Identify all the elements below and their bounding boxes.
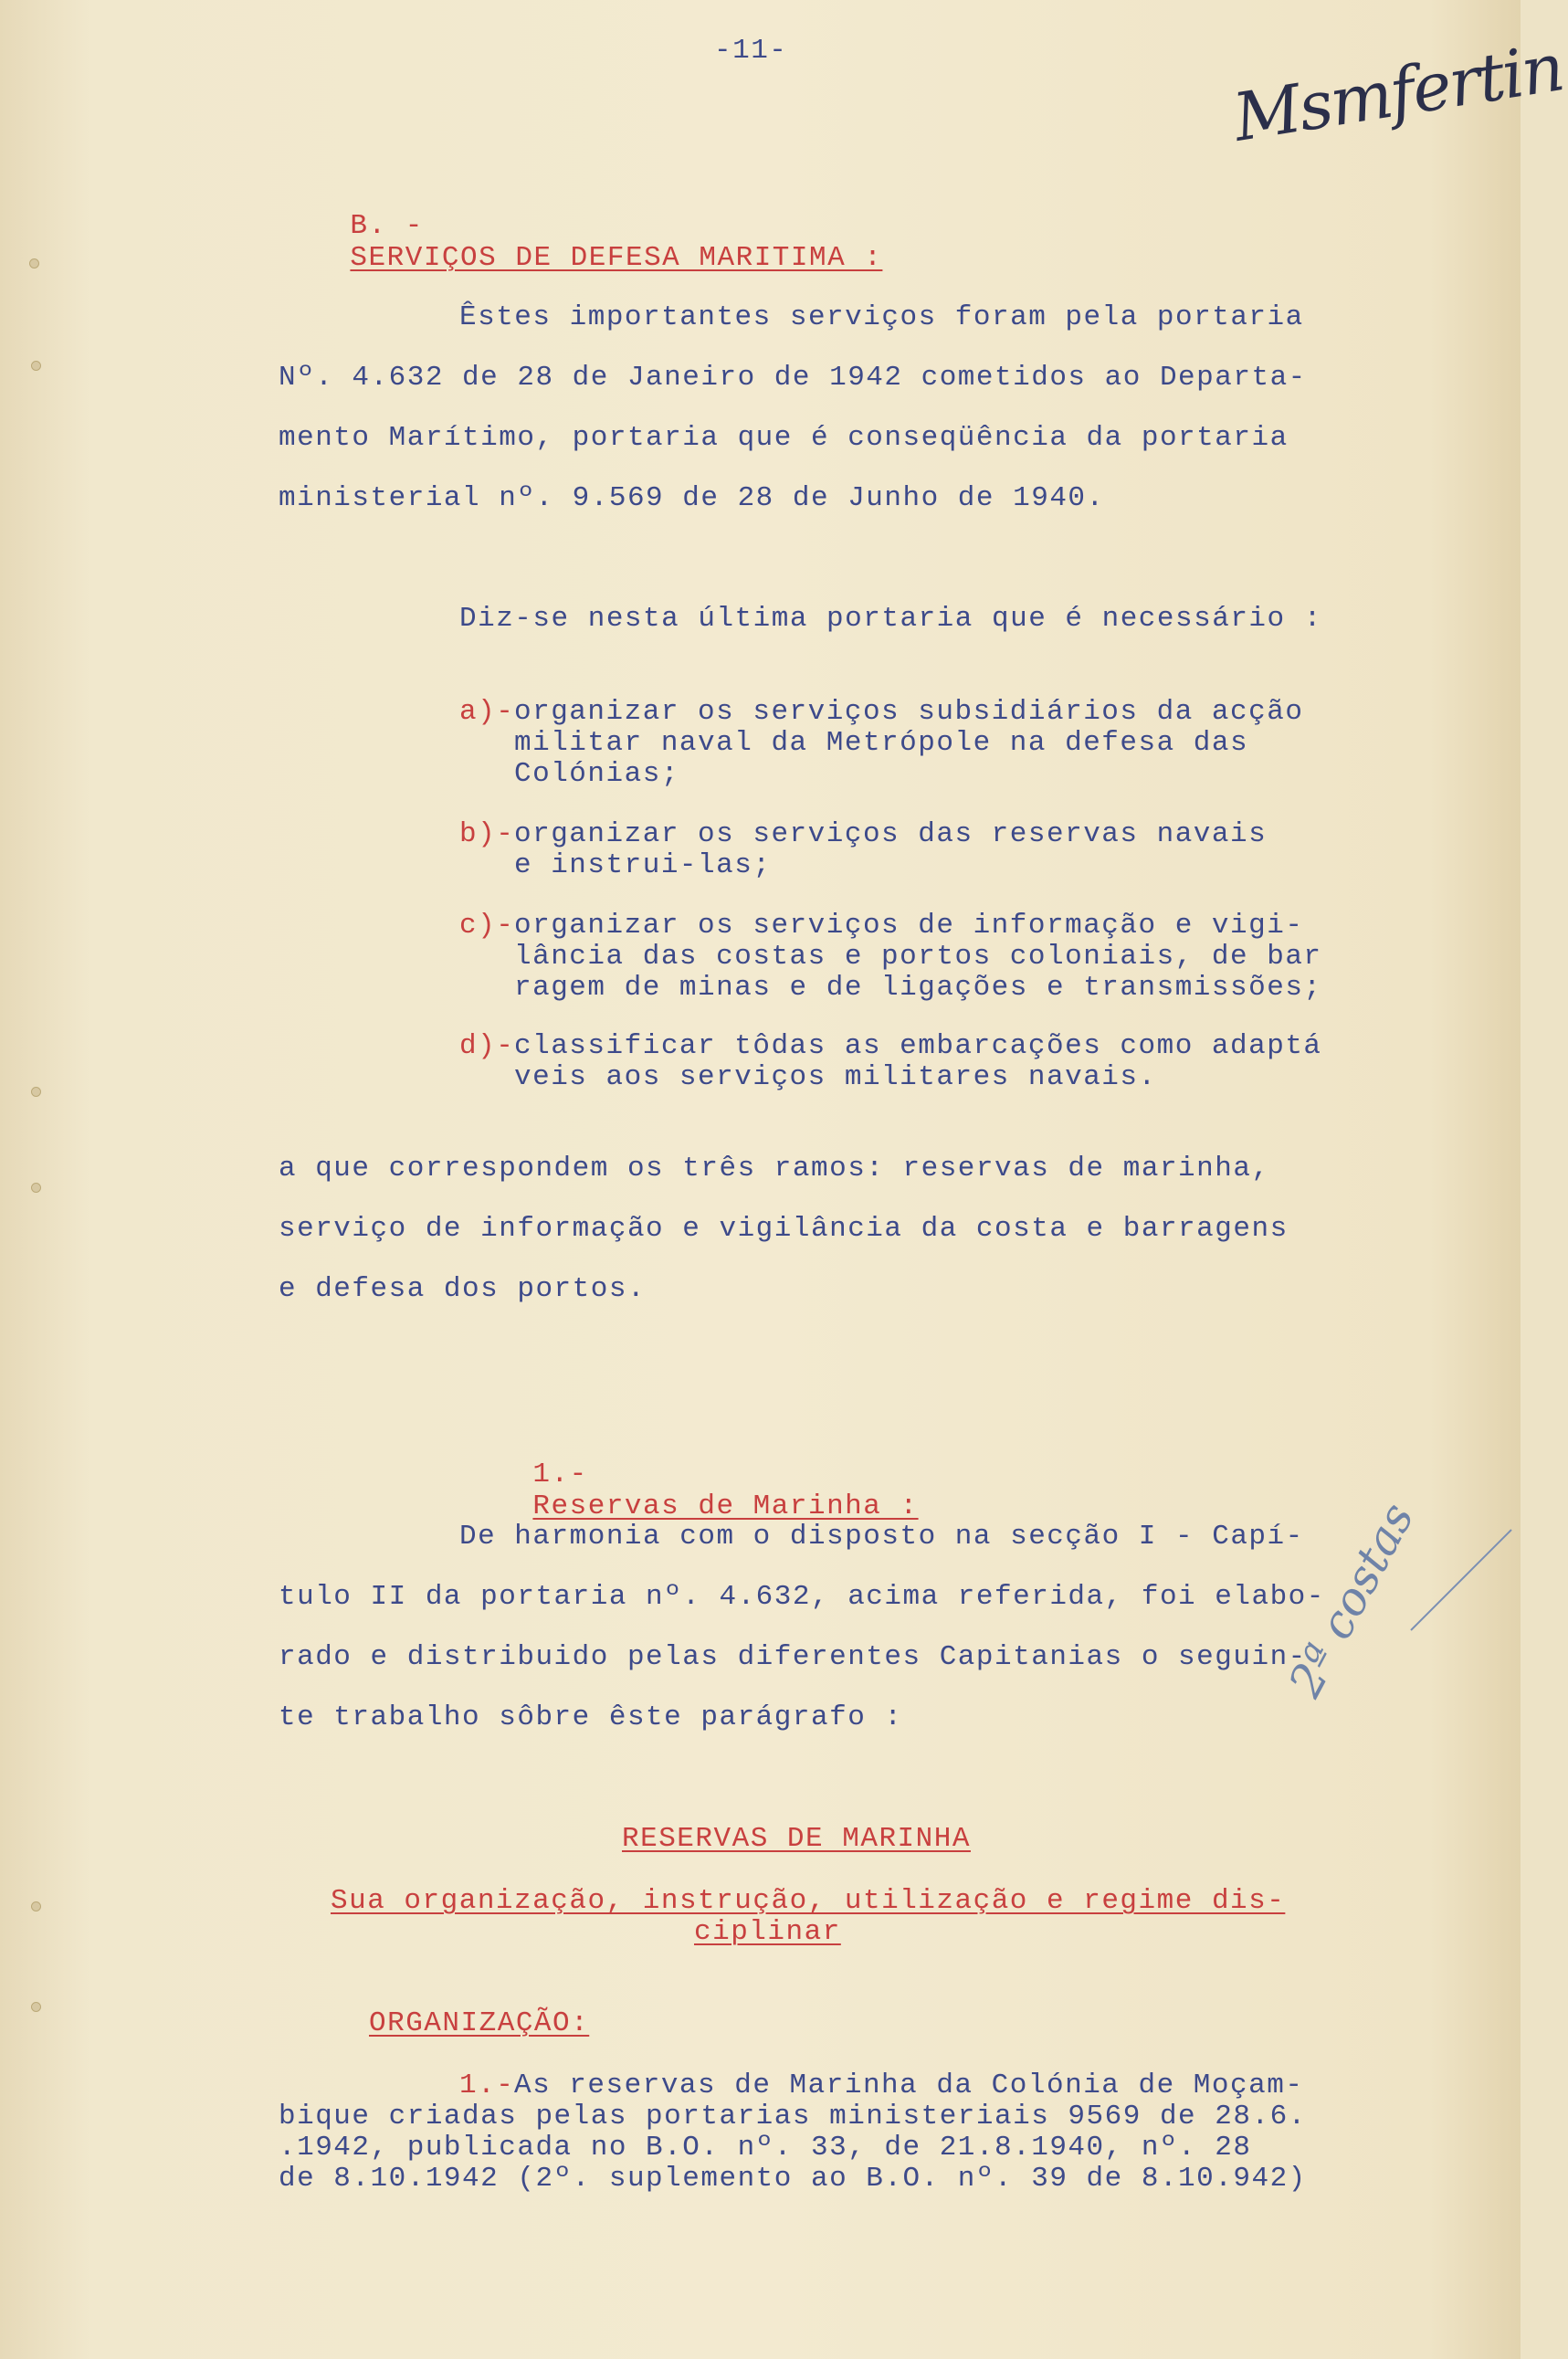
section-heading-prefix: B. -: [350, 210, 424, 242]
list-item-line: organizar os serviços subsidiários da acção: [514, 696, 1304, 728]
handwritten-signature: Msmfertin: [1228, 28, 1568, 156]
list-item-line: organizar os serviços das reservas navais: [514, 818, 1268, 850]
paragraph-line: rado e distribuido pelas diferentes Capitanias o seguin-: [279, 1641, 1307, 1673]
paragraph-line: Êstes importantes serviços foram pela portaria: [459, 301, 1304, 333]
paragraph-line: .1942, publicada no B.O. nº. 33, de 21.8.1940, nº. 28: [279, 2132, 1252, 2164]
punch-hole: [29, 258, 39, 269]
margin-note-stroke: [1406, 1525, 1516, 1635]
list-marker: 1.-: [459, 2069, 515, 2101]
paragraph-line: De harmonia com o disposto na secção I - Capí-: [459, 1521, 1304, 1553]
list-marker: d)-: [459, 1030, 515, 1062]
page-number: -11-: [714, 35, 788, 67]
paragraph-intro: Diz-se nesta última portaria que é necessário :: [459, 603, 1322, 635]
section-heading-title: SERVIÇOS DE DEFESA MARITIMA :: [350, 242, 883, 274]
subsection-heading-title: Reservas de Marinha :: [532, 1490, 919, 1522]
punch-hole: [31, 1087, 41, 1097]
paragraph-line: serviço de informação e vigilância da costa e barragens: [279, 1213, 1289, 1245]
punch-hole: [31, 1183, 41, 1193]
list-item-line: organizar os serviços de informação e vigi-: [514, 910, 1304, 942]
punch-hole: [31, 1901, 41, 1911]
list-item-line: e instrui-las;: [514, 849, 772, 881]
paragraph-line: ministerial nº. 9.569 de 28 de Junho de 1940.: [279, 482, 1105, 514]
list-marker: c)-: [459, 910, 515, 942]
paragraph-line: te trabalho sôbre êste parágrafo :: [279, 1701, 903, 1733]
list-item-line: veis aos serviços militares navais.: [514, 1061, 1157, 1093]
organizacao-heading: ORGANIZAÇÃO:: [369, 2007, 590, 2039]
list-marker: b)-: [459, 818, 515, 850]
centered-title: RESERVAS DE MARINHA: [622, 1823, 971, 1855]
centered-subtitle-line: ciplinar: [694, 1916, 841, 1948]
list-marker: a)-: [459, 696, 515, 728]
list-item-line: lância das costas e portos coloniais, de bar: [514, 941, 1322, 973]
list-item-line: militar naval da Metrópole na defesa das: [514, 727, 1249, 759]
centered-subtitle-line: Sua organização, instrução, utilização e regime dis-: [331, 1885, 1286, 1917]
punch-hole: [31, 2002, 41, 2012]
paragraph-line: a que correspondem os três ramos: reservas de marinha,: [279, 1153, 1270, 1185]
paragraph-line: tulo II da portaria nº. 4.632, acima referida, foi elabo-: [279, 1581, 1325, 1613]
paragraph-line: Nº. 4.632 de 28 de Janeiro de 1942 cometidos ao Departa-: [279, 362, 1307, 394]
list-item-line: Colónias;: [514, 758, 679, 790]
handwritten-margin-note: 2ª costas: [1279, 1494, 1425, 1706]
subsection-heading-prefix: 1.-: [532, 1459, 588, 1490]
paragraph-line: As reservas de Marinha da Colónia de Moçam-: [514, 2069, 1304, 2101]
paragraph-line: mento Marítimo, portaria que é conseqüência da portaria: [279, 422, 1289, 454]
section-heading: [277, 178, 882, 306]
list-item-line: ragem de minas e de ligações e transmissões;: [514, 972, 1322, 1004]
paragraph-line: de 8.10.1942 (2º. suplemento ao B.O. nº. 39 de 8.10.942): [279, 2163, 1307, 2195]
punch-hole: [31, 361, 41, 371]
paragraph-line: e defesa dos portos.: [279, 1273, 647, 1305]
list-item-line: classificar tôdas as embarcações como adaptá: [514, 1030, 1322, 1062]
paragraph-line: bique criadas pelas portarias ministeriais 9569 de 28.6.: [279, 2101, 1307, 2133]
